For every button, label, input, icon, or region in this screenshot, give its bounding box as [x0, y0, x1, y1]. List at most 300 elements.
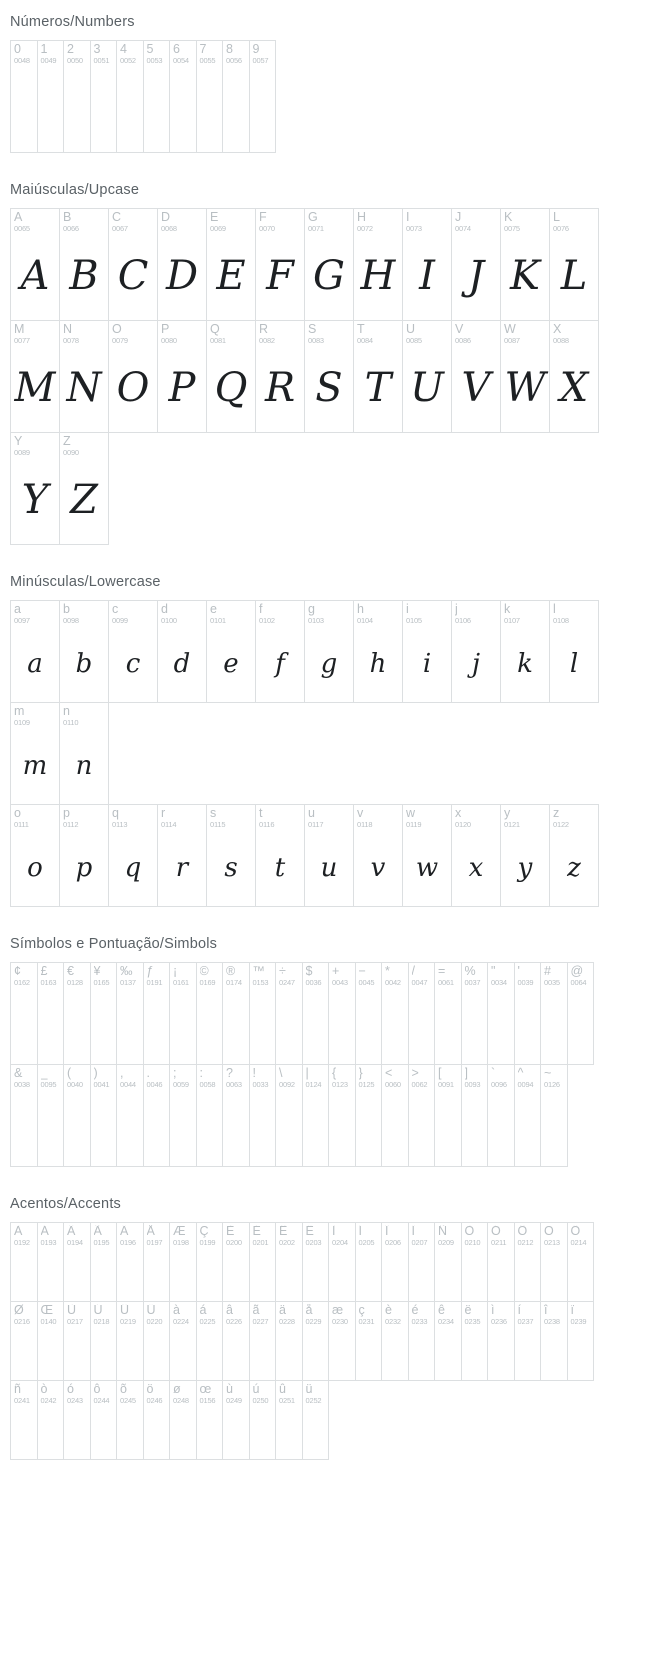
glyph-specimen: W [504, 365, 546, 411]
glyph-label [354, 805, 402, 829]
glyph-cell[interactable] [10, 1301, 38, 1381]
glyph-character: 4 [120, 43, 127, 56]
glyph-character: b [63, 603, 70, 616]
glyph-cell[interactable] [302, 1380, 330, 1460]
glyph-specimen [488, 1089, 514, 1165]
glyph-unicode-code: 0247 [279, 978, 295, 987]
glyph-character: h [357, 603, 364, 616]
glyph-cell[interactable] [37, 1301, 65, 1381]
glyph-label [91, 1302, 117, 1326]
glyph-cell[interactable] [157, 600, 207, 703]
glyph-specimen: k [517, 649, 533, 679]
glyph-character: É [252, 1225, 261, 1238]
glyph-cell[interactable] [434, 1064, 462, 1167]
glyph-unicode-code: 0075 [504, 224, 520, 233]
glyph-cell[interactable] [90, 1064, 118, 1167]
glyph-cell[interactable] [116, 1064, 144, 1167]
glyph-specimen [38, 987, 64, 1063]
glyph-cell[interactable] [275, 1064, 303, 1167]
glyph-cell[interactable] [355, 962, 383, 1065]
glyph-unicode-code: 0104 [357, 616, 373, 625]
glyph-cell[interactable] [434, 962, 462, 1065]
glyph-cell[interactable] [487, 1301, 515, 1381]
glyph-character: K [504, 211, 513, 224]
glyph-unicode-code: 0249 [226, 1396, 242, 1405]
glyph-cell[interactable] [222, 962, 250, 1065]
glyph-cell[interactable] [567, 962, 595, 1065]
glyph-character: Ä [120, 1225, 129, 1238]
glyph-specimen: E [216, 253, 246, 299]
glyph-label [197, 963, 223, 987]
glyph-cell[interactable] [381, 1064, 409, 1167]
glyph-cell[interactable] [108, 320, 158, 433]
glyph-cell[interactable] [37, 1380, 65, 1460]
glyph-label [501, 321, 549, 345]
glyph-cell[interactable] [514, 1064, 542, 1167]
glyph-cell[interactable] [381, 962, 409, 1065]
glyph-unicode-code: 0044 [120, 1080, 136, 1089]
glyph-label [11, 963, 37, 987]
glyph-label [223, 41, 249, 65]
glyph-unicode-code: 0250 [252, 1396, 269, 1405]
glyph-cell[interactable] [402, 208, 452, 321]
glyph-cell[interactable] [249, 1222, 277, 1302]
glyph-unicode-code: 0209 [438, 1238, 454, 1247]
glyph-cell[interactable] [255, 600, 305, 703]
glyph-cell[interactable] [196, 1301, 224, 1381]
glyph-cell[interactable] [275, 1301, 303, 1381]
glyph-cell[interactable] [549, 804, 599, 907]
glyph-cell[interactable] [108, 208, 158, 321]
glyph-cell[interactable] [500, 320, 550, 433]
glyph-label [256, 321, 304, 345]
glyph-character: S [308, 323, 317, 336]
glyph-cell[interactable] [255, 804, 305, 907]
glyph-cell[interactable] [567, 1222, 595, 1302]
glyph-unicode-code: 0193 [40, 1238, 57, 1247]
glyph-label [60, 321, 108, 345]
glyph-label [64, 41, 90, 65]
glyph-cell[interactable] [304, 804, 354, 907]
glyph-specimen [488, 1326, 514, 1381]
glyph-cell[interactable] [487, 962, 515, 1065]
glyph-cell[interactable] [402, 600, 452, 703]
glyph-cell[interactable] [90, 1301, 118, 1381]
glyph-label [170, 963, 196, 987]
glyph-specimen [64, 1405, 90, 1460]
glyph-cell[interactable] [63, 40, 91, 153]
glyph-cell[interactable] [169, 1064, 197, 1167]
glyph-cell[interactable] [116, 1380, 144, 1460]
glyph-cell[interactable] [59, 702, 109, 805]
glyph-specimen: y [517, 853, 533, 883]
glyph-cell[interactable] [500, 804, 550, 907]
glyph-cell[interactable] [206, 600, 256, 703]
glyph-character: } [358, 1067, 363, 1080]
glyph-cell[interactable] [222, 40, 250, 153]
glyph-specimen [356, 1089, 382, 1165]
glyph-unicode-code: 0074 [455, 224, 471, 233]
glyph-character: ç [358, 1304, 365, 1317]
glyph-cell[interactable] [90, 1222, 118, 1302]
glyph-cell[interactable] [10, 208, 60, 321]
glyph-cell[interactable] [434, 1301, 462, 1381]
glyph-cell[interactable] [116, 40, 144, 153]
glyph-cell[interactable] [63, 1064, 91, 1167]
glyph-character: à [173, 1304, 180, 1317]
glyph-cell[interactable] [275, 1222, 303, 1302]
glyph-unicode-code: 0120 [455, 820, 471, 829]
glyph-character: Æ [173, 1225, 186, 1238]
glyph-specimen [356, 987, 382, 1063]
glyph-cell[interactable] [249, 1301, 277, 1381]
glyph-unicode-code: 0218 [93, 1317, 110, 1326]
glyph-cell[interactable] [59, 320, 109, 433]
glyph-specimen: I [419, 253, 435, 299]
glyph-cell[interactable] [275, 962, 303, 1065]
glyph-cell[interactable] [353, 320, 403, 433]
glyph-label [303, 1302, 329, 1326]
glyph-cell[interactable] [304, 208, 354, 321]
glyph-cell[interactable] [328, 1222, 356, 1302]
glyph-label [276, 1065, 302, 1089]
glyph-character: Å [146, 1225, 155, 1238]
glyph-character: ƒ [146, 965, 154, 978]
glyph-unicode-code: 0072 [357, 224, 373, 233]
glyph-cell[interactable] [108, 804, 158, 907]
glyph-cell[interactable] [59, 600, 109, 703]
glyph-cell[interactable] [255, 320, 305, 433]
glyph-cell[interactable] [500, 208, 550, 321]
glyph-character: H [357, 211, 367, 224]
glyph-unicode-code: 0244 [93, 1396, 110, 1405]
glyph-label [91, 1223, 117, 1247]
glyph-cell[interactable] [487, 1222, 515, 1302]
glyph-cell[interactable] [487, 1064, 515, 1167]
glyph-cell[interactable] [37, 1064, 65, 1167]
glyph-cell[interactable] [353, 208, 403, 321]
glyph-label [501, 805, 549, 829]
glyph-unicode-code: 0084 [357, 336, 373, 345]
glyph-cell[interactable] [408, 962, 436, 1065]
glyph-unicode-code: 0163 [40, 978, 57, 987]
glyph-specimen: q [124, 853, 142, 883]
glyph-specimen [303, 1089, 329, 1165]
glyph-cell[interactable] [381, 1301, 409, 1381]
glyph-character: ï [570, 1304, 574, 1317]
glyph-character: < [385, 1067, 393, 1080]
glyph-specimen [435, 1089, 461, 1165]
glyph-cell[interactable] [408, 1222, 436, 1302]
glyph-cell[interactable] [451, 600, 501, 703]
glyph-character: Ö [570, 1225, 581, 1238]
glyph-cell[interactable] [255, 208, 305, 321]
glyph-specimen [144, 987, 170, 1063]
glyph-cell[interactable] [355, 1064, 383, 1167]
glyph-specimen [91, 987, 117, 1063]
glyph-specimen: H [360, 253, 396, 299]
glyph-cell[interactable] [461, 1301, 489, 1381]
glyph-unicode-code: 0194 [67, 1238, 83, 1247]
glyph-unicode-code: 0236 [491, 1317, 507, 1326]
glyph-cell[interactable] [302, 1064, 330, 1167]
glyph-character: À [14, 1225, 23, 1238]
glyph-cell[interactable] [157, 804, 207, 907]
glyph-specimen [276, 987, 302, 1063]
glyph-cell[interactable] [249, 40, 277, 153]
glyph-cell[interactable] [10, 1064, 38, 1167]
glyph-unicode-code: 0088 [553, 336, 569, 345]
glyph-specimen [144, 1089, 170, 1165]
glyph-cell[interactable] [37, 1222, 65, 1302]
glyph-cell[interactable] [196, 1064, 224, 1167]
glyph-cell[interactable] [63, 1380, 91, 1460]
glyph-cell[interactable] [355, 1222, 383, 1302]
glyph-cell[interactable] [328, 962, 356, 1065]
glyph-cell[interactable] [304, 600, 354, 703]
glyph-unicode-code: 0064 [570, 978, 587, 987]
glyph-character: @ [570, 965, 584, 978]
glyph-cell[interactable] [59, 804, 109, 907]
glyph-unicode-code: 0198 [173, 1238, 189, 1247]
glyph-cell[interactable] [108, 600, 158, 703]
glyph-cell[interactable] [90, 1380, 118, 1460]
glyph-cell[interactable] [169, 962, 197, 1065]
glyph-cell[interactable] [63, 1222, 91, 1302]
glyph-cell[interactable] [549, 320, 599, 433]
glyph-cell[interactable] [196, 1222, 224, 1302]
glyph-label [117, 1065, 143, 1089]
glyph-character: ` [491, 1067, 496, 1080]
glyph-cell[interactable] [328, 1064, 356, 1167]
glyph-row [10, 600, 620, 804]
glyph-character: p [63, 807, 70, 820]
glyph-cell[interactable] [196, 40, 224, 153]
glyph-cell[interactable] [408, 1301, 436, 1381]
glyph-character: å [305, 1304, 313, 1317]
glyph-unicode-code: 0082 [259, 336, 275, 345]
glyph-label [11, 1223, 37, 1247]
glyph-cell[interactable] [169, 1222, 197, 1302]
glyph-cell[interactable] [37, 962, 65, 1065]
glyph-cell[interactable] [549, 208, 599, 321]
glyph-cell[interactable] [143, 1380, 171, 1460]
glyph-cell[interactable] [116, 962, 144, 1065]
glyph-cell[interactable] [302, 962, 330, 1065]
glyph-unicode-code: 0243 [67, 1396, 83, 1405]
glyph-label [223, 1223, 249, 1247]
glyph-label [250, 1223, 276, 1247]
glyph-cell[interactable] [451, 320, 501, 433]
glyph-character: { [332, 1067, 337, 1080]
glyph-cell[interactable] [37, 40, 65, 153]
glyph-unicode-code: 0228 [279, 1317, 295, 1326]
glyph-cell[interactable] [249, 1380, 277, 1460]
glyph-cell[interactable] [434, 1222, 462, 1302]
glyph-specimen: G [313, 253, 345, 299]
glyph-label [303, 963, 329, 987]
glyph-character: ¢ [14, 965, 21, 978]
glyph-cell[interactable] [143, 1222, 171, 1302]
glyph-cell[interactable] [10, 432, 60, 545]
glyph-unicode-code: 0099 [112, 616, 128, 625]
glyph-unicode-code: 0061 [438, 978, 454, 987]
glyph-unicode-code: 0110 [63, 718, 79, 727]
glyph-character: ¡ [173, 965, 178, 978]
glyph-cell[interactable] [10, 804, 60, 907]
glyph-cell[interactable] [540, 962, 568, 1065]
glyph-label [354, 321, 402, 345]
glyph-specimen [382, 987, 408, 1063]
glyph-cell[interactable] [275, 1380, 303, 1460]
glyph-cell[interactable] [304, 320, 354, 433]
glyph-character: œ [199, 1383, 212, 1396]
glyph-cell[interactable] [540, 1301, 568, 1381]
glyph-cell[interactable] [567, 1301, 595, 1381]
glyph-character: ? [226, 1067, 233, 1080]
glyph-unicode-code: 0094 [517, 1080, 534, 1089]
glyph-cell[interactable] [381, 1222, 409, 1302]
glyph-cell[interactable] [63, 962, 91, 1065]
glyph-specimen [356, 1326, 382, 1381]
glyph-specimen [223, 1247, 249, 1302]
glyph-cell[interactable] [408, 1064, 436, 1167]
glyph-label [38, 963, 64, 987]
glyph-cell[interactable] [353, 600, 403, 703]
glyph-cell[interactable] [222, 1064, 250, 1167]
glyph-cell[interactable] [249, 1064, 277, 1167]
glyph-specimen [250, 65, 276, 150]
glyph-cell[interactable] [196, 962, 224, 1065]
glyph-character: ë [464, 1304, 472, 1317]
glyph-cell[interactable] [540, 1064, 568, 1167]
glyph-character: £ [40, 965, 48, 978]
glyph-unicode-code: 0128 [67, 978, 83, 987]
glyph-unicode-code: 0038 [14, 1080, 30, 1089]
glyph-cell[interactable] [328, 1301, 356, 1381]
glyph-cell[interactable] [514, 1222, 542, 1302]
glyph-cell[interactable] [353, 804, 403, 907]
glyph-cell[interactable] [90, 962, 118, 1065]
glyph-cell[interactable] [451, 804, 501, 907]
glyph-cell[interactable] [540, 1222, 568, 1302]
glyph-cell[interactable] [10, 40, 38, 153]
glyph-cell[interactable] [10, 1222, 38, 1302]
glyph-cell[interactable] [63, 1301, 91, 1381]
glyph-cell[interactable] [222, 1380, 250, 1460]
glyph-cell[interactable] [143, 40, 171, 153]
glyph-cell[interactable] [90, 40, 118, 153]
glyph-row [10, 432, 620, 544]
glyph-specimen [223, 987, 249, 1063]
glyph-cell[interactable] [143, 1301, 171, 1381]
glyph-cell[interactable] [514, 1301, 542, 1381]
glyph-cell[interactable] [222, 1301, 250, 1381]
glyph-cell[interactable] [549, 600, 599, 703]
glyph-cell[interactable] [461, 962, 489, 1065]
glyph-cell[interactable] [206, 804, 256, 907]
glyph-unicode-code: 0078 [63, 336, 79, 345]
glyph-cell[interactable] [10, 702, 60, 805]
glyph-label [11, 805, 59, 829]
glyph-cell[interactable] [59, 432, 109, 545]
glyph-unicode-code: 0140 [40, 1317, 57, 1326]
glyph-character: l [553, 603, 556, 616]
glyph-cell[interactable] [59, 208, 109, 321]
glyph-unicode-code: 0118 [357, 820, 373, 829]
glyph-cell[interactable] [10, 600, 60, 703]
glyph-cell[interactable] [10, 320, 60, 433]
glyph-cell[interactable] [10, 1380, 38, 1460]
glyph-character: d [161, 603, 168, 616]
glyph-cell[interactable] [206, 208, 256, 321]
glyph-cell[interactable] [116, 1222, 144, 1302]
glyph-cell[interactable] [157, 320, 207, 433]
glyph-label [550, 321, 598, 345]
glyph-cell[interactable] [249, 962, 277, 1065]
glyph-character: Í [358, 1225, 362, 1238]
glyph-cell[interactable] [116, 1301, 144, 1381]
glyph-unicode-code: 0248 [173, 1396, 189, 1405]
glyph-label [403, 601, 451, 625]
glyph-cell[interactable] [157, 208, 207, 321]
glyph-cell[interactable] [169, 1380, 197, 1460]
glyph-cell[interactable] [206, 320, 256, 433]
glyph-cell[interactable] [196, 1380, 224, 1460]
glyph-cell[interactable] [514, 962, 542, 1065]
glyph-cell[interactable] [402, 320, 452, 433]
glyph-cell[interactable] [302, 1222, 330, 1302]
glyph-specimen [117, 1089, 143, 1165]
glyph-specimen [276, 1326, 302, 1381]
glyph-cell[interactable] [222, 1222, 250, 1302]
glyph-cell[interactable] [10, 962, 38, 1065]
glyph-character: ® [226, 965, 236, 978]
glyph-unicode-code: 0079 [112, 336, 128, 345]
glyph-label [305, 209, 353, 233]
glyph-specimen [488, 1247, 514, 1302]
glyph-specimen [170, 65, 196, 150]
glyph-cell[interactable] [461, 1222, 489, 1302]
glyph-specimen [541, 1247, 567, 1302]
glyph-specimen [91, 1089, 117, 1165]
glyph-cell[interactable] [169, 40, 197, 153]
glyph-cell[interactable] [500, 600, 550, 703]
glyph-label [329, 1223, 355, 1247]
glyph-cell[interactable] [143, 962, 171, 1065]
glyph-character: û [279, 1383, 286, 1396]
glyph-label [488, 1223, 514, 1247]
glyph-label [382, 1065, 408, 1089]
glyph-cell[interactable] [143, 1064, 171, 1167]
glyph-cell[interactable] [402, 804, 452, 907]
glyph-specimen: d [173, 649, 191, 679]
glyph-cell[interactable] [461, 1064, 489, 1167]
glyph-cell[interactable] [355, 1301, 383, 1381]
glyph-unicode-code: 0162 [14, 978, 30, 987]
glyph-cell[interactable] [451, 208, 501, 321]
glyph-specimen [250, 987, 276, 1063]
glyph-specimen [38, 1247, 64, 1302]
glyph-character: r [161, 807, 166, 820]
glyph-specimen [382, 1326, 408, 1381]
glyph-character: î [544, 1304, 548, 1317]
glyph-cell[interactable] [169, 1301, 197, 1381]
glyph-specimen: j [471, 649, 481, 679]
glyph-label [303, 1381, 329, 1405]
glyph-character: Œ [40, 1304, 53, 1317]
glyph-cell[interactable] [302, 1301, 330, 1381]
